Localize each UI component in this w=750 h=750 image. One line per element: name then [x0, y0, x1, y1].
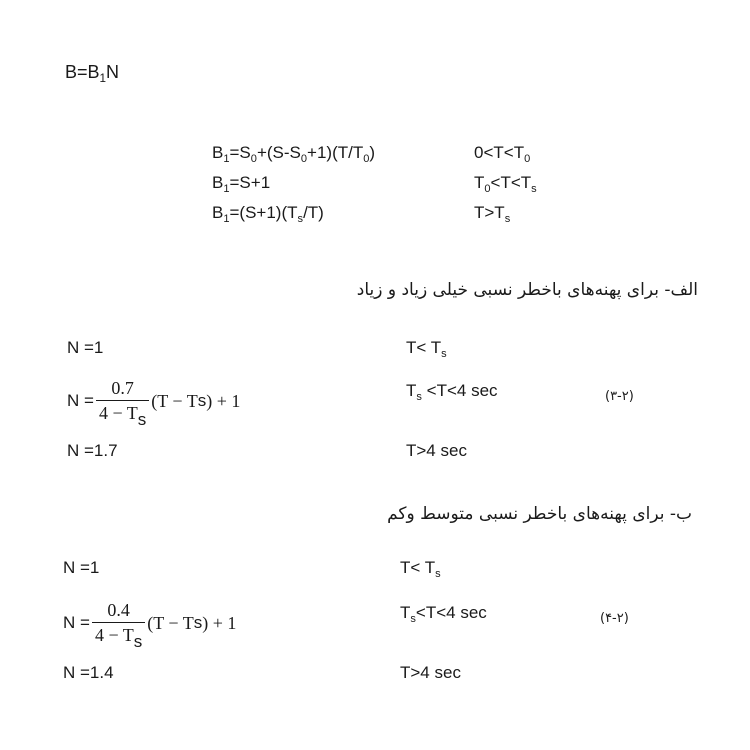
fraction [92, 600, 145, 651]
sub: s [504, 212, 511, 225]
top-formula-lhs: B=B [65, 62, 100, 82]
top-formula-sub: 1 [99, 72, 107, 86]
text: <T<4 sec [415, 603, 487, 622]
section-a-row3-condition: T>4 sec [406, 441, 467, 460]
text: =S [229, 143, 251, 162]
sub: 0 [300, 152, 308, 165]
sub: s [297, 212, 304, 225]
section-b-row2-condition [400, 603, 487, 623]
sub: 0 [524, 152, 531, 165]
numerator: 0.7 [111, 378, 134, 398]
text: T [400, 603, 411, 622]
sub: 0 [484, 182, 491, 195]
section-a-equation-number: (۳-۲) [605, 389, 634, 404]
fraction [96, 378, 149, 429]
text: B [212, 203, 224, 222]
section-b-row1-formula: N =1 [63, 558, 100, 577]
top-formula [65, 62, 120, 86]
text: 4 − T [94, 625, 134, 645]
section-a-heading: الف- برای پهنه‌های باخطر نسبی خیلی زیاد و زیاد [356, 280, 698, 300]
text: N = [63, 613, 90, 632]
b1-case-3-condition [474, 203, 510, 223]
b1-case-3-formula [212, 203, 324, 223]
text: T< T [406, 338, 442, 357]
sub: s [441, 347, 447, 360]
b1-case-1-formula [212, 143, 375, 163]
top-formula-rhs: N [106, 62, 120, 82]
section-b-heading: ب- برای پهنه‌های باخطر نسبی متوسط وکم [387, 504, 692, 524]
denominator [92, 622, 145, 651]
text: T>T [474, 203, 505, 222]
denominator [96, 400, 149, 429]
section-b-equation-number: (۴-۲) [600, 611, 629, 626]
section-a-row1-condition [406, 338, 447, 358]
sub: 1 [223, 182, 230, 195]
text: ) [369, 143, 376, 162]
section-a-row3-formula: N =1.7 [67, 441, 118, 460]
sub: s [531, 182, 537, 195]
sub: 1 [223, 212, 230, 225]
text: 0<T<T [474, 143, 525, 162]
section-a-row2-formula: N = $\frac{0.7}{4 - T_s}$ (T − T s ) + 1 [67, 378, 241, 429]
b1-case-1-condition [474, 143, 530, 163]
section-b-row1-condition [400, 558, 441, 578]
text: ) + 1 [206, 390, 241, 411]
text: B [212, 173, 224, 192]
sub: s [416, 390, 422, 403]
text: (T − T [147, 612, 194, 633]
sub: s [133, 631, 143, 651]
section-b-row3-condition: T>4 sec [400, 663, 461, 682]
sub: 0 [250, 152, 257, 165]
text: ) + 1 [202, 612, 237, 633]
section-b-row2-formula: N = $\frac{0.4}{4 - T_s}$ (T − T s ) + 1 [63, 600, 237, 651]
b1-case-2-formula [212, 173, 270, 193]
text: 4 − T [98, 403, 138, 423]
text: <T<T [490, 173, 532, 192]
text: T [406, 381, 417, 400]
text: +(S-S [256, 143, 301, 162]
text: T< T [400, 558, 436, 577]
sub: s [410, 612, 416, 625]
b1-case-2-condition [474, 173, 537, 193]
sub: s [137, 409, 147, 429]
section-a-row1-formula: N =1 [67, 338, 104, 357]
text: +1)(T/T [307, 143, 364, 162]
text: /T) [303, 203, 324, 222]
text: <T<4 sec [421, 381, 498, 400]
text: N = [67, 391, 94, 410]
sub: 0 [363, 152, 370, 165]
text: =S+1 [229, 173, 271, 192]
text: =(S+1)(T [229, 203, 298, 222]
text: (T − T [151, 390, 198, 411]
numerator: 0.4 [107, 600, 130, 620]
sub: s [435, 567, 441, 580]
text: T [474, 173, 485, 192]
section-a-row2-condition [406, 381, 498, 401]
section-b-row3-formula: N =1.4 [63, 663, 114, 682]
text: B [212, 143, 224, 162]
sub: 1 [223, 152, 230, 165]
